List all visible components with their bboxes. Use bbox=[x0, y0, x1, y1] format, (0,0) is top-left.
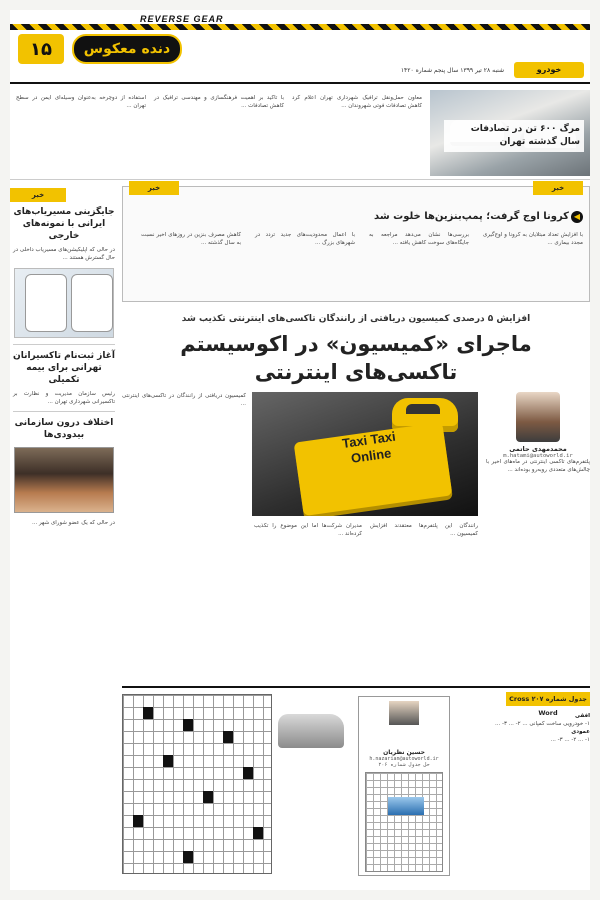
left-headline-2: آغاز ثبت‌نام تاکسیرانان تهرانی برای بیمه تکمیلی bbox=[13, 351, 115, 385]
key-text-1: Taxi Taxi bbox=[341, 428, 397, 451]
crossword-clues bbox=[456, 712, 590, 744]
top-column: معاون حمل‌ونقل ترافیک شهرداری تهران اعلام کرد کاهش تصادفات فوتی شهروندان ... bbox=[292, 95, 422, 109]
header-stripe bbox=[10, 24, 590, 30]
newspaper-page bbox=[10, 10, 590, 890]
arrow-icon: ◀ bbox=[571, 211, 583, 223]
author-email: m.hatami@autoworld.ir bbox=[503, 453, 573, 459]
divider bbox=[13, 411, 115, 412]
news-box bbox=[122, 186, 590, 302]
car-image bbox=[278, 714, 344, 748]
page-number: ۱۵ bbox=[18, 34, 64, 64]
crossword-tag-en: Cross Word bbox=[509, 695, 558, 717]
author-block bbox=[486, 392, 590, 459]
clues-vertical: ۱- ... ۲- ... ۳- ... bbox=[550, 737, 590, 743]
photo-headline: مرگ ۶۰۰ تن در تصادفات سال گذشته تهران bbox=[444, 120, 584, 152]
left-text-2: رئیس سازمان مدیریت و نظارت بر تاکسیرانی شهرداری تهران ... bbox=[13, 391, 115, 405]
article-column: کمیسیون دریافتی از رانندگان در تاکسی‌های اینترنتی ... bbox=[122, 393, 246, 407]
grid-block bbox=[183, 851, 193, 863]
article-column: مدیران شرکت‌ها اما این موضوع را تکذیب کرده‌اند ... bbox=[254, 523, 362, 537]
left-text-1: در حالی که اپلیکیشن‌های مسیریاب داخلی در حال گسترش هستند ... bbox=[13, 247, 115, 261]
top-column: با تاکید بر اهمیت فرهنگسازی و مهندسی ترافیک در کاهش تصادفات ... bbox=[154, 95, 284, 109]
crossword-grid bbox=[122, 694, 272, 874]
section-logo bbox=[72, 34, 182, 64]
box-column: بررسی‌ها نشان می‌دهد مراجعه به جایگاه‌های سوخت کاهش یافته ... bbox=[369, 232, 469, 246]
grid-block bbox=[253, 827, 263, 839]
box-column: با افزایش تعداد مبتلایان به کرونا و اوج‌گیری مجدد بیماری ... bbox=[483, 232, 583, 246]
left-text-3: در حالی که یک عضو شورای شهر ... bbox=[32, 520, 115, 526]
ship-image bbox=[388, 797, 424, 815]
top-column: استفاده از دوچرخه به‌عنوان وسیله‌ای ایمن در سطح تهران ... bbox=[16, 95, 146, 109]
article-column: پلتفرم‌های تاکسی اینترنتی در ماه‌های اخیر با چالش‌های متعددی روبه‌رو بوده‌اند ... bbox=[486, 459, 590, 473]
key-text-2: Online bbox=[350, 445, 393, 466]
taxi-online-image bbox=[252, 392, 478, 516]
box-column: با اعمال محدودیت‌های جدید تردد در شهرهای بزرگ ... bbox=[255, 232, 355, 246]
section-logo-text: دنده معکوس bbox=[83, 41, 171, 57]
author-avatar bbox=[516, 392, 560, 442]
accident-photo bbox=[430, 90, 590, 176]
left-headline-1: جایگزینی مسیریاب‌های ایرانی با نمونه‌های خارجی bbox=[13, 207, 115, 241]
grid-block bbox=[163, 755, 173, 767]
crossword-section bbox=[122, 686, 590, 890]
solution-label: حل جدول شماره ۲۰۶ bbox=[378, 762, 430, 768]
news-tag: خبر bbox=[533, 181, 583, 195]
reverse-gear-label: REVERSE GEAR bbox=[140, 14, 224, 24]
grid-block bbox=[133, 815, 143, 827]
header-rule bbox=[10, 82, 590, 84]
article-body bbox=[122, 392, 590, 702]
dateline: شنبه ۲۸ تیر ۱۳۹۹ سال پنجم شماره ۱۴۲۰ bbox=[400, 67, 504, 74]
author-avatar bbox=[389, 701, 419, 725]
grid-block bbox=[143, 707, 153, 719]
author-name: محمدمهدی حاتمی bbox=[509, 445, 567, 453]
page-header bbox=[10, 10, 590, 88]
solver-email: h.nazarian@autoworld.ir bbox=[369, 756, 439, 762]
solution-grid bbox=[365, 772, 443, 872]
map-screenshot-image bbox=[14, 268, 114, 338]
grid-block bbox=[183, 719, 193, 731]
news-tag: خبر bbox=[10, 188, 66, 202]
grid-block bbox=[203, 791, 213, 803]
clues-vertical-label: عمودی bbox=[571, 729, 590, 735]
box-column: کاهش مصرف بنزین در روزهای اخیر نسبت به سال گذشته ... bbox=[141, 232, 241, 246]
solution-box bbox=[358, 696, 450, 876]
left-headline-3: اختلاف درون سازمانی بیدودی‌ها bbox=[14, 418, 114, 440]
grid-block bbox=[243, 767, 253, 779]
clues-horizontal-label: افقی bbox=[574, 713, 590, 719]
portrait-photo bbox=[14, 447, 114, 513]
box-title: کرونا اوج گرفت؛ پمپ‌بنزین‌ها خلوت شد bbox=[374, 211, 569, 222]
article-kicker: افزایش ۵ درصدی کمیسیون دریافتی از رانندگان تاکسی‌های اینترنتی تکذیب شد bbox=[181, 314, 531, 324]
clues-horizontal: ۱- خودرویی ساخت کمپانی ... ۲- ... ۳- ... bbox=[494, 721, 590, 727]
news-tag: خبر bbox=[129, 181, 179, 195]
article-column: رانندگان این پلتفرم‌ها معتقدند افزایش کمیسیون ... bbox=[370, 523, 478, 537]
divider bbox=[13, 344, 115, 345]
solver-name: حسین نظریان bbox=[383, 749, 425, 756]
brand-badge: خودرو bbox=[514, 62, 584, 78]
main-area bbox=[122, 186, 590, 702]
article-headline: ماجرای «کمیسیون» در اکوسیستم تاکسی‌های اینترنتی bbox=[180, 332, 532, 384]
crossword-tag-label: جدول شماره ۲۰۷ bbox=[531, 695, 587, 703]
keyboard-key-shape bbox=[294, 422, 453, 516]
top-news-strip bbox=[10, 90, 590, 180]
grid-block bbox=[223, 731, 233, 743]
left-news-column bbox=[10, 186, 118, 890]
